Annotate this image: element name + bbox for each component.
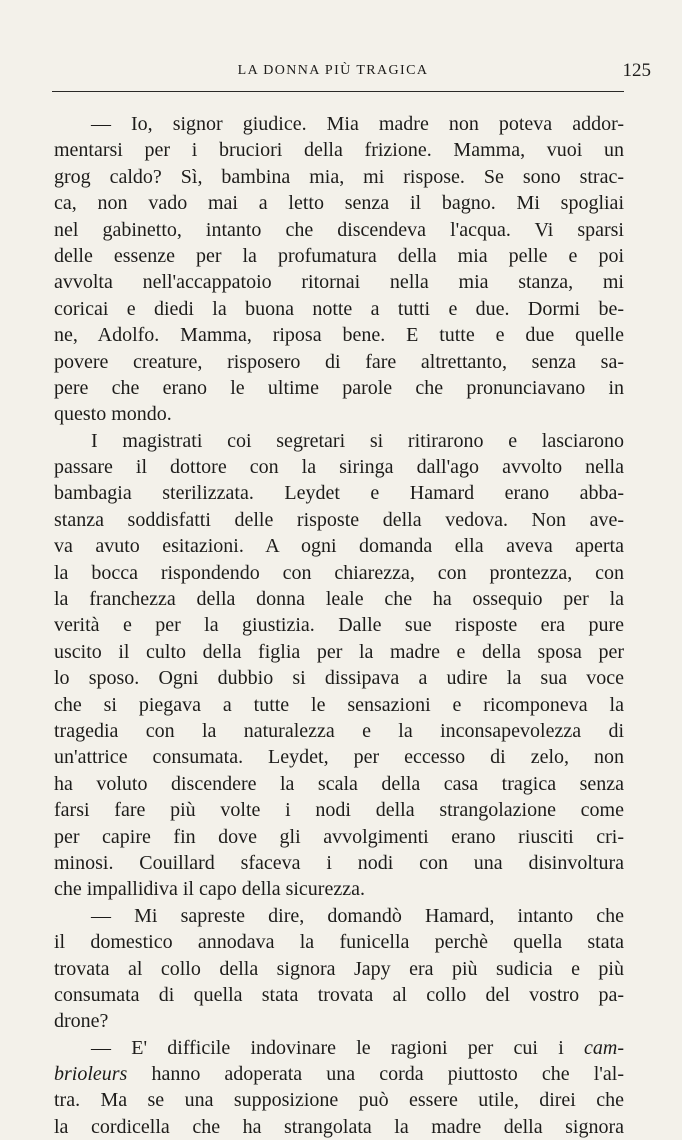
text-line: la cordicella che ha strangolata la madre della signora [54,1115,624,1138]
text-line: la bocca rispondendo con chiarezza, con prontezza, con [54,561,624,584]
text-line: pere che erano le ultime parole che pronunciavano in [54,376,624,399]
page-header [0,60,682,84]
text-line: coricai e diedi la buona notte a tutti e due. Dormi be- [54,297,624,320]
text-line: farsi fare più volte i nodi della strangolazione come [54,799,624,822]
text-line: drone? [54,1010,109,1033]
text-line: minosi. Couillard sfaceva i nodi con una disinvoltura [54,851,624,874]
italic-word: cam- [584,1036,624,1059]
text-line: il domestico annodava la funicella perchè quella stata [54,931,624,954]
text-line: bambagia sterilizzata. Leydet e Hamard erano abba- [54,482,624,505]
text-line: va avuto esitazioni. A ogni domanda ella aveva aperta [54,535,624,558]
text-line: verità e per la giustizia. Dalle sue risposte era pure [54,614,624,637]
text-line: avvolta nell'accappatoio ritornai nella mia stanza, mi [54,271,624,294]
text-line: I magistrati coi segretari si ritirarono e lasciarono [91,429,624,452]
text-line: consumata di quella stata trovata al collo del vostro pa- [54,983,624,1006]
text-line: trovata al collo della signora Japy era più sudicia e più [54,957,624,980]
text-line: — Mi sapreste dire, domandò Hamard, intanto che [91,904,624,927]
text-line: un'attrice consumata. Leydet, per eccesso di zelo, non [54,746,624,769]
text-line [54,1035,624,1061]
text-span: — E' difficile indovinare le ragioni per cui i [91,1036,585,1059]
text-line: ne, Adolfo. Mamma, riposa bene. E tutte e due quelle [54,324,624,347]
text-line: nel gabinetto, intanto che discendeva l'acqua. Vi sparsi [54,218,624,241]
text-line: — Io, signor giudice. Mia madre non poteva addor- [91,113,624,135]
italic-word: brioleurs [54,1063,128,1086]
header-rule [52,91,624,92]
text-line: per capire fin dove gli avvolgimenti erano riusciti cri- [54,825,624,848]
text-line: uscito il culto della figlia per la madre e della sposa per [54,640,624,663]
running-title: LA DONNA PIÙ TRAGICA [237,63,429,78]
text-line: che si piegava a tutte le sensazioni e ricomponeva la [54,693,624,716]
text-line [54,1061,624,1087]
text-line: questo mondo. [54,403,172,426]
text-span: hanno adoperata una corda piuttosto che l'al- [127,1063,624,1086]
page-number: 125 [622,60,651,81]
text-line: la franchezza della donna leale che ha ossequio per la [54,588,624,611]
text-line: passare il dottore con la siringa dall'ago avvolto nella [54,456,624,479]
text-line: tra. Ma se una supposizione può essere utile, direi che [54,1089,624,1112]
text-line: mentarsi per i bruciori della frizione. Mamma, vuoi un [54,139,624,162]
text-line: ca, non vado mai a letto senza il bagno. Mi spogliai [54,192,624,215]
text-line: ha voluto discendere la scala della casa tragica senza [54,772,624,795]
text-line: tragedia con la naturalezza e la inconsapevolezza di [54,719,624,742]
text-line: povere creature, risposero di fare altrettanto, senza sa- [54,350,624,373]
text-line: lo sposo. Ogni dubbio si dissipava a udire la sua voce [54,667,624,690]
text-line: stanza soddisfatti delle risposte della vedova. Non ave- [54,508,624,531]
text-line: grog caldo? Sì, bambina mia, mi rispose. Se sono strac- [54,165,624,188]
body-text [54,111,624,1140]
text-line: che impallidiva il capo della sicurezza. [54,878,365,901]
text-line: delle essenze per la profumatura della mia pelle e poi [54,244,624,267]
